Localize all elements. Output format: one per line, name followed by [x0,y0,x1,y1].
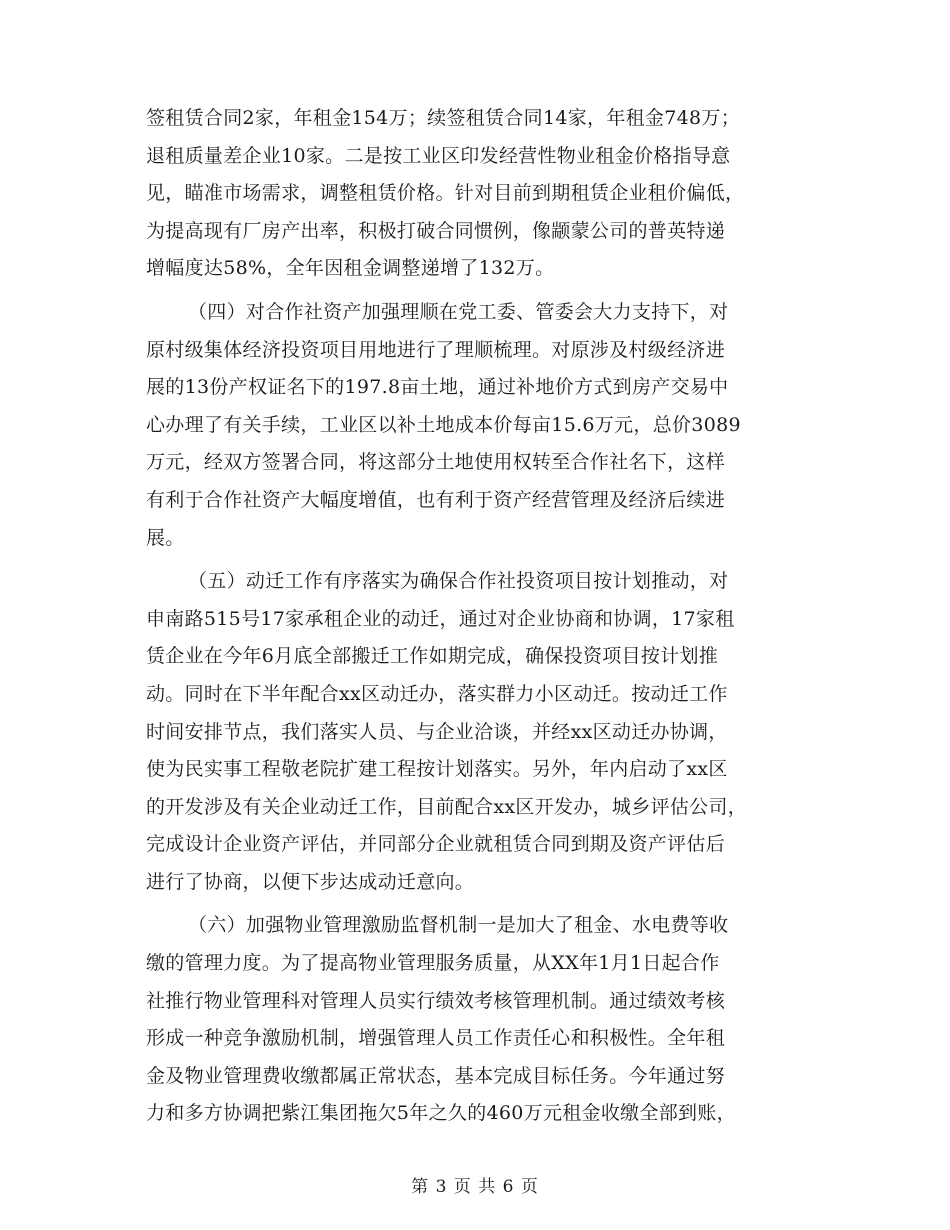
text-line: 心办理了有关手续，工业区以补土地成本价每亩15.6万元，总价3089 [146,413,741,436]
text-line: 时间安排节点，我们落实人员、与企业洽谈，并经xx区动迁办协调， [146,720,728,743]
paragraph-rent-adjustment [146,100,810,288]
text-line: 退租质量差企业10家。二是按工业区印发经营性物业租金价格指导意 [146,144,731,167]
text-line: （五）动迁工作有序落实为确保合作社投资项目按计划推动，对 [188,570,729,593]
text-line: 动。同时在下半年配合xx区动迁办，落实群力小区动迁。按动迁工作 [146,682,728,705]
text-line: 赁企业在今年6月底全部搬迁工作如期完成，确保投资项目按计划推 [146,645,719,668]
paragraph-section-six [146,907,810,1133]
text-line: 缴的管理力度。为了提高物业管理服务质量，从XX年1月1日起合作 [146,952,720,975]
text-line: 社推行物业管理科对管理人员实行绩效考核管理机制。通过绩效考核 [146,989,726,1012]
text-line: 为提高现有厂房产出率，积极打破合同惯例，像颛蒙公司的普英特递 [146,219,726,242]
text-line: 原村级集体经济投资项目用地进行了理顺梳理。对原涉及村级经济进 [146,338,726,361]
text-line: 万元，经双方签署合同，将这部分土地使用权转至合作社名下，这样 [146,451,726,474]
text-line: 有利于合作社资产大幅度增值，也有利于资产经营管理及经济后续进 [146,488,726,511]
text-line: 力和多方协调把紫江集团拖欠5年之久的460万元租金收缴全部到账， [146,1102,736,1125]
paragraph-section-five [146,563,810,901]
text-line: 展的13份产权证名下的197.8亩土地，通过补地价方式到房产交易中 [146,376,729,399]
text-line: （六）加强物业管理激励监督机制一是加大了租金、水电费等收 [188,914,729,937]
text-line: 金及物业管理费收缴都属正常状态，基本完成目标任务。今年通过努 [146,1064,726,1087]
page-number-footer: 第 3 页 共 6 页 [411,1177,539,1197]
text-line: 形成一种竞争激励机制，增强管理人员工作责任心和积极性。全年租 [146,1027,726,1050]
text-line: 签租赁合同2家，年租金154万；续签租赁合同14家，年租金748万； [146,107,740,129]
text-line: 使为民实事工程敬老院扩建工程按计划落实。另外，年内启动了xx区 [146,758,728,781]
text-line: 展。 [146,526,185,549]
text-line: 完成设计企业资产评估，并同部分企业就租赁合同到期及资产评估后 [146,833,726,856]
text-line: 的开发涉及有关企业动迁工作，目前配合xx区开发办，城乡评估公司， [146,795,748,818]
text-line: 进行了协商，以便下步达成动迁意向。 [146,870,475,893]
text-line: （四）对合作社资产加强理顺在党工委、管委会大力支持下，对 [188,300,729,323]
text-line: 增幅度达58%，全年因租金调整递增了132万。 [146,257,555,280]
text-line: 见，瞄准市场需求，调整租赁价格。针对目前到期租赁企业租价偏低， [146,182,745,205]
paragraph-section-four [146,294,810,557]
document-body [146,100,810,1139]
text-line: 申南路515号17家承租企业的动迁，通过对企业协商和协调，17家租 [146,607,735,630]
